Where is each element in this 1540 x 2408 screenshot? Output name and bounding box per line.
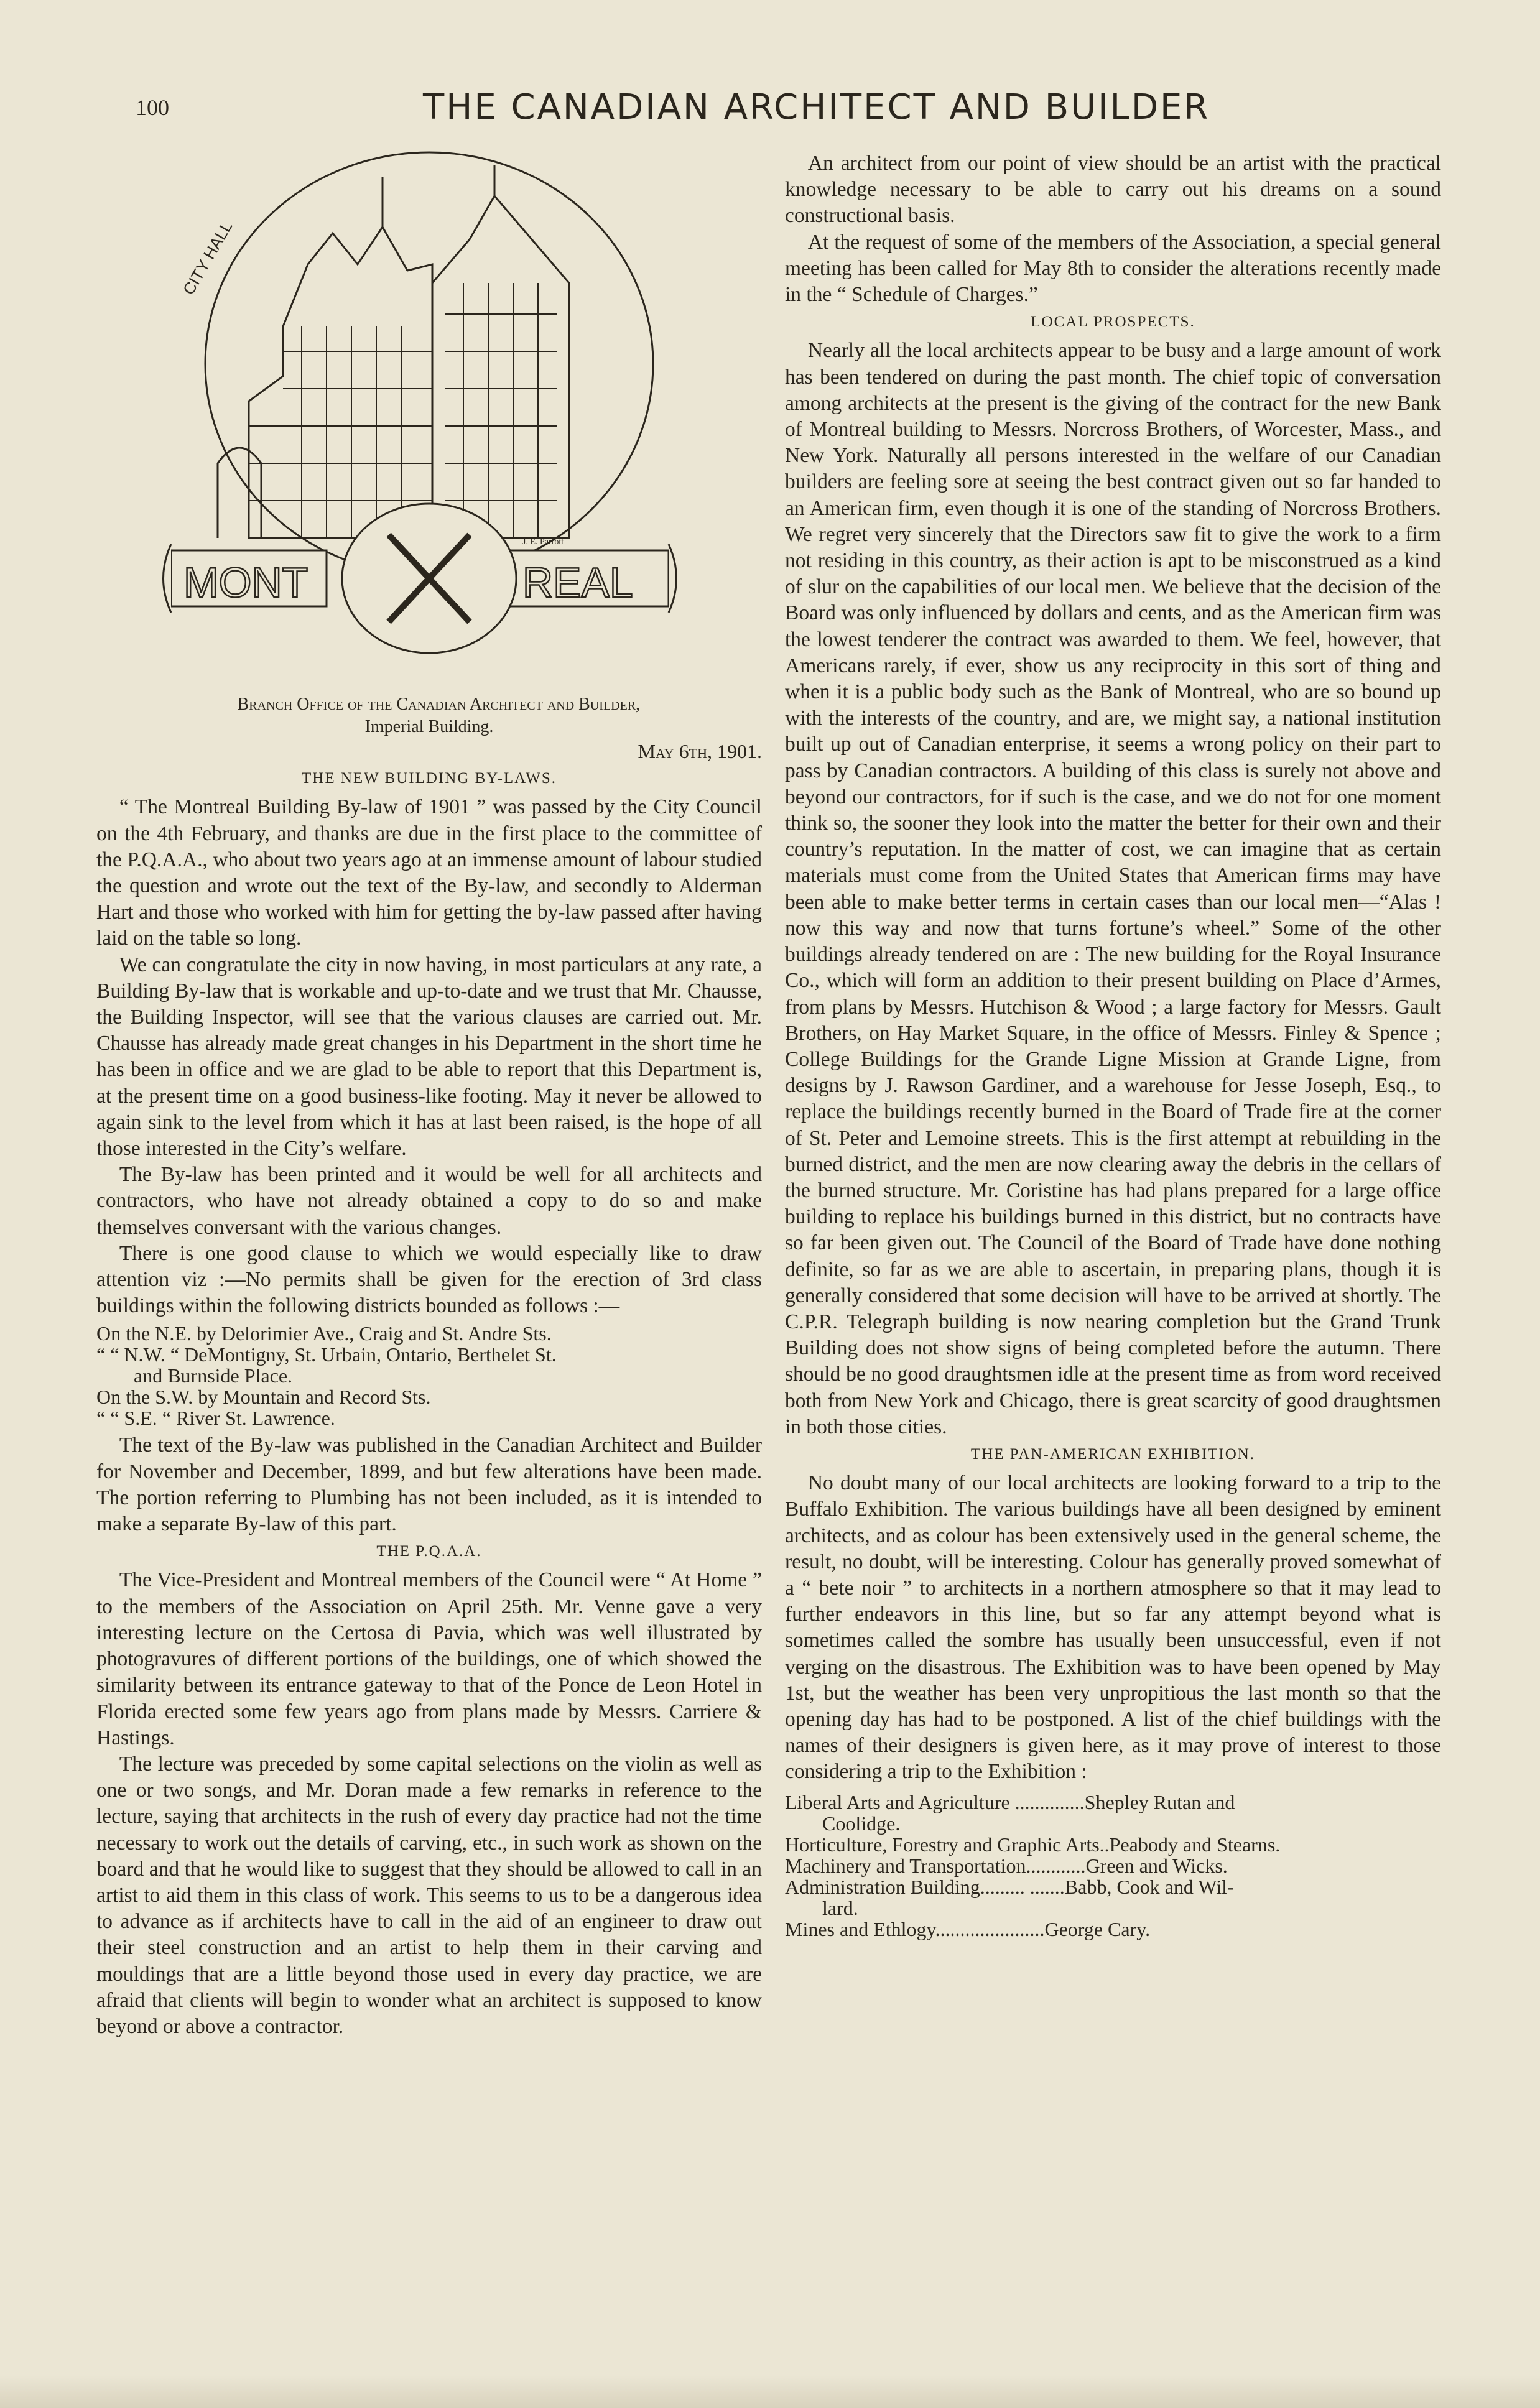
section-heading-pqaa: THE P.Q.A.A. — [376, 1543, 482, 1560]
section-heading-local-prospects: LOCAL PROSPECTS. — [1031, 313, 1195, 331]
section-heading-pan-american: THE PAN-AMERICAN EXHIBITION. — [970, 1445, 1256, 1463]
paragraph: Nearly all the local architects appear to be busy and a large amount of work has been tendered on during the past month. The chief topic of conversation among architects at the present is the giving of the contract for the new Bank of Montreal building to Messrs. Norcross Brothers, of Worcester, Mass., and New York. Naturally all persons interested in the welfare of our Canadian builders are feeling sore at seeing the best contract given out so far handed to an American firm, even though it is one of the standing of Norcross Brothers. We regret very sincerely that the Directors saw fit to give the work to a firm not residing in this country, as their action is apt to be misconstrued as a kind of slur on the capabilities of our local men. We believe that the decision of the Board was only influenced by dollars and cents, and as the American firm was the lowest tenderer the contract was awarded to them. We feel, however, that Americans rarely, if ever, show us any reciprocity in this sort of thing and when it is a public body such as the Bank of Montreal, who are so bound up with the interests of the country, and are, we might say, a national institution built up out of Canadian enterprise, it seems a wrong policy on their part to pass by Canadian contractors. A building of this class is surely not above and beyond our contractors, for if such is the case, and we do not for one moment think so, the sooner they look into the matter the better for their own and their country’s reputation. In the matter of cost, we can imagine that as certain materials must come from the United States that American firms may have been able to make better terms in certain cases than our local men—“Alas ! now this way and now that turns fortune’s wheel.” Some of the other buildings already tendered on are : The new building for the Royal Insurance Co., which will form an addition to their present building on Place d’Armes, from plans by Messrs. Hutchison & Wood ; a large factory for Messrs. Gault Brothers, on Hay Market Square, in the office of Messrs. Finley & Spence ; College Buildings for the Grande Ligne Mission at Grande Ligne, from designs by J. Rawson Gardiner, and a warehouse for Jesse Joseph, Esq., to replace the buildings recently burned in the Board of Trade fire at the corner of St. Peter and Lemoine streets. This is the first attempt at rebuilding in the burned district, and the men are now clearing away the debris in the cellars of the burned structure. Mr. Coristine has had plans prepared for a large office building to replace his buildings burned in this district, but no contracts have so far been given out. The Council of the Board of Trade have done nothing definite, so far as we are able to ascertain, in preparing plans, though it is generally considered that some decision will have to be arrived at shortly. The C.P.R. Telegraph building is now nearing completion but the Grand Trunk Building does not show signs of being completed before the autumn. There should be no good draughtsmen idle at the present time as from word received both from New York and Chicago, there is great scarcity of good draughtsmen in both those cities. — [785, 339, 1441, 1438]
illustration-arc-text: CITY HALL — [179, 218, 236, 298]
banner-right-text: REAL — [522, 559, 633, 606]
section-heading-bylaws: THE NEW BUILDING BY-LAWS. — [302, 770, 557, 787]
illustration-caption: Branch Office of the Canadian Architect and Builder, Imperial Building. — [237, 695, 641, 736]
list-item: On the S.W. by Mountain and Record Sts. — [96, 1386, 431, 1409]
list-item-continuation: lard. — [822, 1896, 858, 1919]
page-bottom-edge — [0, 2376, 1540, 2408]
paragraph: There is one good clause to which we would especially like to draw attention viz :—No permits shall be given for the erection of 3rd class buildings within the following districts bounded as follows :— — [96, 1241, 762, 1318]
list-item: “ “ N.W. “ DeMontigny, St. Urbain, Ontario, Berthelet St. — [96, 1343, 557, 1366]
masthead: THE CANADIAN ARCHITECT AND BUILDER — [423, 87, 1210, 127]
list-item: and Burnside Place. — [134, 1364, 293, 1387]
paragraph: The lecture was preceded by some capital selections on the violin as well as one or two songs, and Mr. Doran made a few remarks in reference to the lecture, saying that architects in the rush of every day practice had not the time necessary to work out the details of carving, etc., in such work as shown on the board and that he would like to suggest that they should be allowed to call in an artist to aid them in this class of work. This seems to us to be a dangerous idea to advance as if architects have to call in the aid of an engineer to draw out their steel construction and an artist to help them in their carving and mouldings that are a little beyond those used in every day practice, we are afraid that clients will begin to wonder what an architect is supposed to know beyond or above a contractor. — [96, 1752, 762, 2038]
paragraph: An architect from our point of view should be an artist with the practical knowledge necessary to be able to carry out his dreams on a sound constructional basis. — [785, 152, 1441, 228]
list-item: Administration Building......... .......Babb, Cook and Wil- — [785, 1875, 1234, 1898]
list-item: On the N.E. by Delorimier Ave., Craig and St. Andre Sts. — [96, 1322, 552, 1345]
right-column — [785, 150, 1441, 1940]
list-item: “ “ S.E. “ River St. Lawrence. — [96, 1407, 335, 1430]
page-number: 100 — [136, 95, 169, 120]
list-item: Liberal Arts and Agriculture ..............Shepley Rutan and — [785, 1790, 1235, 1813]
paragraph: The By-law has been printed and it would be well for all architects and contractors, who have not already obtained a copy to do so and make themselves conversant with the various changes. — [96, 1163, 762, 1239]
list-item: Horticulture, Forestry and Graphic Arts..Peabody and Stearns. — [785, 1833, 1281, 1856]
paragraph: The Vice-President and Montreal members of the Council were “ At Home ” to the members of the Association on April 25th. Mr. Venne gave a very interesting lecture on the Certosa di Pavia, which was well illustrated by photogravures of different portions of the buildings, one of which showed the similarity between its entrance gateway to that of the Ponce de Leon Hotel in Florida erected some few years ago from plans made by Messrs. Carriere & Hastings. — [96, 1568, 762, 1749]
list-item: Mines and Ethlogy......................George Cary. — [785, 1917, 1151, 1940]
montreal-city-hall-illustration — [96, 140, 762, 693]
paragraph: We can congratulate the city in now having, in most particulars at any rate, a Building By-law that is workable and up-to-date and we trust that Mr. Chausse, the Building Inspector, will see that the various clauses are carried out. Mr. Chausse has already made great changes in his Department in the short time he has been in office and we are glad to be able to report that this Department is, at the present time on a good business-like footing. May it never be allowed to again sink to the level from which it has at last been raised, is the hope of all those interested in the City’s welfare. — [96, 953, 762, 1160]
list-item-continuation: Coolidge. — [822, 1812, 901, 1835]
district-list — [96, 1323, 762, 1429]
banner-left-text: MONT — [183, 559, 308, 606]
paragraph: No doubt many of our local architects are looking forward to a trip to the Buffalo Exhibition. The various buildings have all been designed by eminent architects, and as colour has been extensively used in the general scheme, the result, no doubt, will be interesting. Colour has generally proved somewhat of a “ bete noir ” to architects in a northern atmosphere so that it may lead to further endeavors in this line, but so far any attempt beyond what is sometimes called the sombre has usually been unsuccessful, even if not verging on the disastrous. The Exhibition was to have been opened by May 1st, but the weather has been very unpropitious the last month so that the opening day has had to be postponed. A list of the chief buildings with the names of their designers is given here, as it may prove of interest to those considering a trip to the Exhibition : — [785, 1471, 1441, 1784]
issue-date: May 6th, 1901. — [638, 740, 762, 762]
illustration-signature: J. E. Parrott — [522, 537, 564, 547]
paragraph: At the request of some of the members of the Association, a special general meeting has been called for May 8th to consider the alterations recently made in the “ Schedule of Charges.” — [785, 230, 1441, 307]
paragraph: The text of the By-law was published in the Canadian Architect and Builder for November and December, 1899, and but few alterations have been made. The portion referring to Plumbing has not been included, as it is intended to make a separate By-law of this part. — [96, 1433, 762, 1536]
building-list — [785, 1792, 1441, 1940]
paragraph: “ The Montreal Building By-law of 1901 ” was passed by the City Council on the 4th February, and thanks are due in the first place to the committee of the P.Q.A.A., who about two years ago at an immense amount of labour studied the question and wrote out the text of the By-law, and secondly to Alderman Hart and those who worked with him for getting the by-law passed after having laid on the table so long. — [96, 795, 762, 950]
left-column — [96, 140, 762, 2040]
list-item: Machinery and Transportation............Green and Wicks. — [785, 1854, 1228, 1877]
